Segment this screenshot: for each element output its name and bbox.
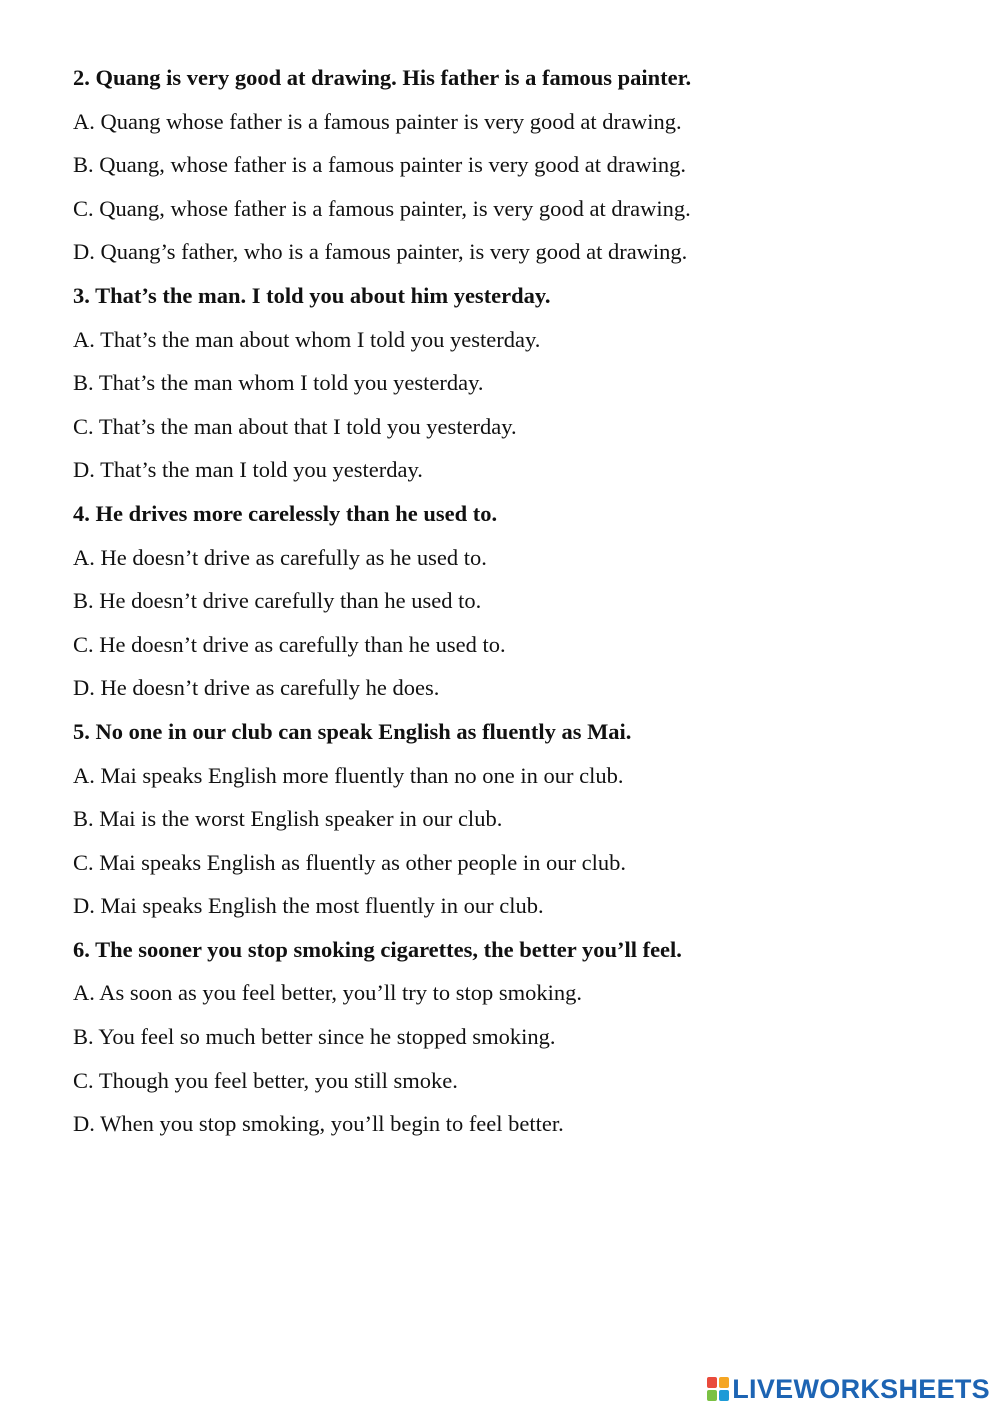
option-b: B. He doesn’t drive carefully than he used to. <box>73 588 482 614</box>
option-c: C. Mai speaks English as fluently as other people in our club. <box>73 849 627 875</box>
question-stem: 4. He drives more carelessly than he used to. <box>73 500 498 526</box>
option-b: B. That’s the man whom I told you yesterday. <box>73 370 484 396</box>
option-a: A. That’s the man about whom I told you yesterday. <box>73 326 541 352</box>
option-b: B. You feel so much better since he stopped smoking. <box>73 1024 556 1050</box>
option-d: D. Mai speaks English the most fluently in our club. <box>73 893 544 919</box>
question-3 <box>73 274 953 492</box>
logo-text: LIVEWORKSHEETS <box>732 1373 990 1404</box>
question-2 <box>73 56 953 274</box>
option-a: A. Mai speaks English more fluently than no one in our club. <box>73 762 624 788</box>
option-b: B. Mai is the worst English speaker in our club. <box>73 806 503 832</box>
option-c: C. Though you feel better, you still smoke. <box>73 1067 458 1093</box>
logo-square-1 <box>707 1377 717 1388</box>
option-c: C. He doesn’t drive as carefully than he used to. <box>73 631 506 657</box>
worksheet <box>73 56 953 1146</box>
option-d: D. When you stop smoking, you’ll begin to feel better. <box>73 1111 564 1137</box>
option-d: D. He doesn’t drive as carefully he does. <box>73 675 440 701</box>
option-c: C. Quang, whose father is a famous painter, is very good at drawing. <box>73 195 691 221</box>
question-4 <box>73 492 953 710</box>
logo-square-2 <box>719 1377 729 1388</box>
question-stem: 6. The sooner you stop smoking cigarettes, the better you’ll feel. <box>73 936 682 962</box>
question-5 <box>73 710 953 928</box>
question-stem: 3. That’s the man. I told you about him yesterday. <box>73 282 551 308</box>
logo-square-3 <box>707 1390 717 1401</box>
option-a: A. He doesn’t drive as carefully as he used to. <box>73 544 487 570</box>
logo-square-4 <box>719 1390 729 1401</box>
question-6 <box>73 928 953 1146</box>
liveworksheets-logo <box>707 1373 990 1405</box>
option-d: D. Quang’s father, who is a famous painter, is very good at drawing. <box>73 239 688 265</box>
option-a: A. Quang whose father is a famous painter is very good at drawing. <box>73 108 682 134</box>
option-d: D. That’s the man I told you yesterday. <box>73 457 423 483</box>
option-c: C. That’s the man about that I told you yesterday. <box>73 413 517 439</box>
option-b: B. Quang, whose father is a famous painter is very good at drawing. <box>73 152 686 178</box>
liveworksheets-logo-icon <box>707 1377 729 1401</box>
question-stem: 5. No one in our club can speak English as fluently as Mai. <box>73 718 632 744</box>
question-stem: 2. Quang is very good at drawing. His father is a famous painter. <box>73 65 692 90</box>
option-a: A. As soon as you feel better, you’ll try to stop smoking. <box>73 980 583 1006</box>
